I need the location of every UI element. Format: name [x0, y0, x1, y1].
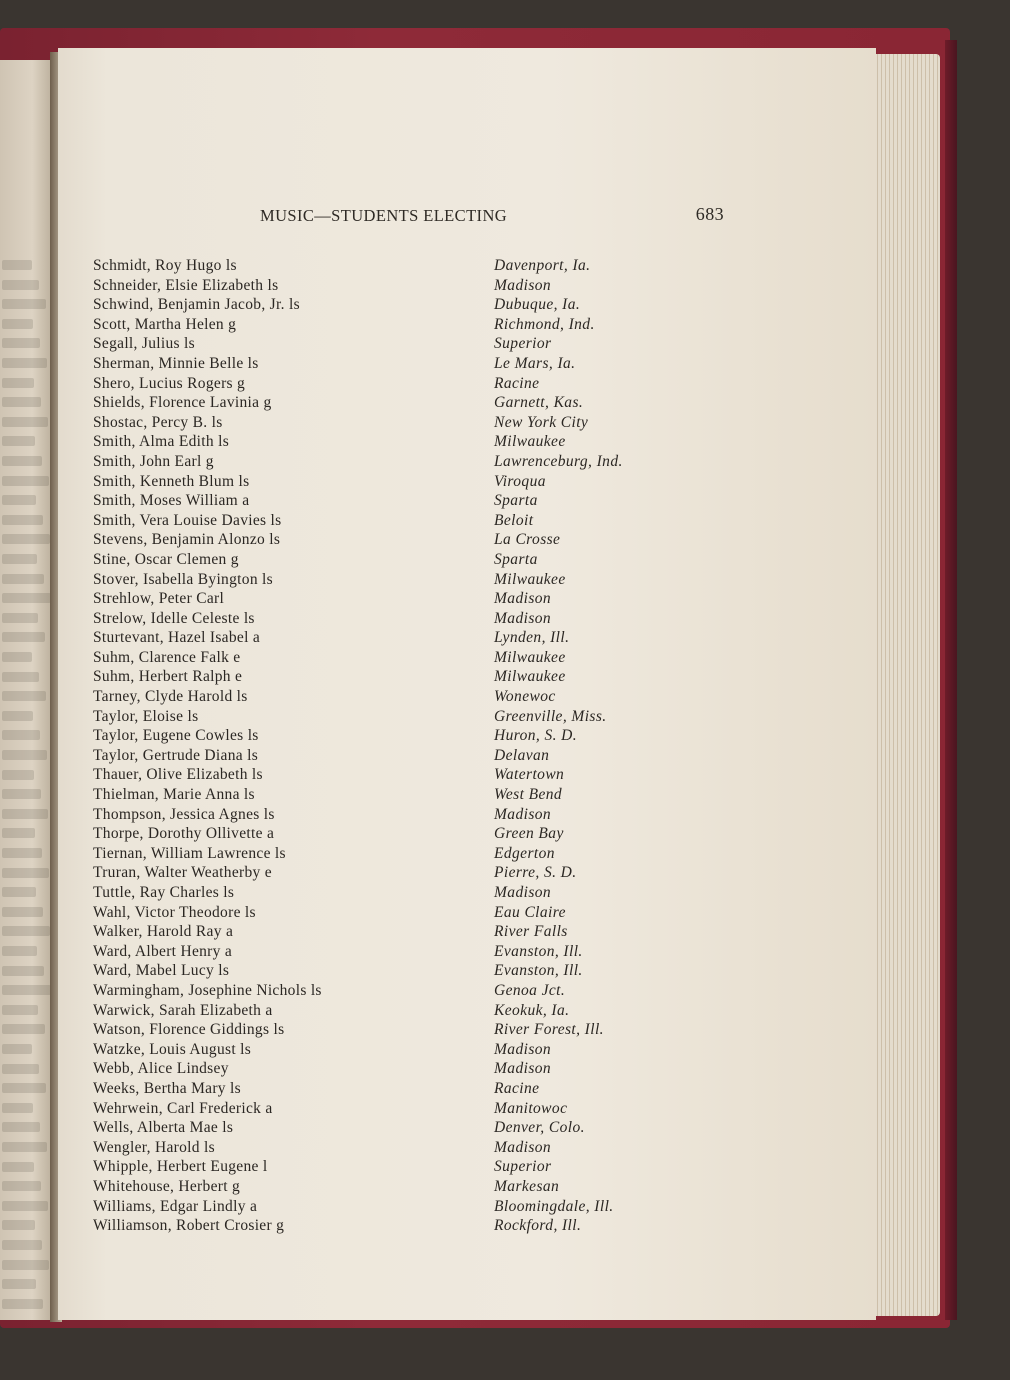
facing-page-text-trace [2, 554, 37, 564]
student-name: Warmingham, Josephine Nichols ls [93, 981, 322, 999]
list-item [93, 1197, 713, 1217]
student-name: Segall, Julius ls [93, 335, 195, 353]
student-hometown: Markesan [494, 1177, 560, 1195]
facing-page-text-trace [2, 946, 37, 956]
list-item [93, 824, 713, 844]
student-name: Schneider, Elsie Elizabeth ls [93, 276, 279, 294]
student-hometown: Eau Claire [494, 903, 566, 921]
student-name: Watzke, Louis August ls [93, 1040, 252, 1058]
list-item [93, 334, 713, 354]
student-name: Taylor, Eloise ls [93, 707, 199, 725]
student-list [93, 256, 713, 1236]
list-item [93, 276, 713, 296]
student-hometown: Richmond, Ind. [494, 315, 595, 333]
student-hometown: Bloomingdale, Ill. [494, 1197, 614, 1215]
student-hometown: Pierre, S. D. [494, 864, 577, 882]
student-name: Scott, Martha Helen g [93, 315, 237, 333]
list-item [93, 844, 713, 864]
list-item [93, 1216, 713, 1236]
running-title: MUSIC—STUDENTS ELECTING [260, 206, 508, 225]
facing-page-text-trace [2, 1024, 45, 1034]
list-item [93, 589, 713, 609]
facing-page-text-trace [2, 672, 39, 682]
student-hometown: Evanston, Ill. [494, 942, 583, 960]
facing-page-text-trace [2, 750, 47, 760]
facing-page-text-trace [2, 534, 50, 544]
list-item [93, 315, 713, 335]
student-hometown: Lawrenceburg, Ind. [494, 452, 623, 470]
student-hometown: Denver, Colo. [494, 1119, 585, 1137]
student-name: Whitehouse, Herbert g [93, 1177, 241, 1195]
list-item [93, 961, 713, 981]
list-item [93, 648, 713, 668]
student-name: Thorpe, Dorothy Ollivette a [93, 825, 275, 843]
facing-page-text-trace [2, 828, 35, 838]
facing-page-text-trace [2, 436, 35, 446]
list-item [93, 354, 713, 374]
facing-page-text-trace [2, 1005, 38, 1015]
list-item [93, 530, 713, 550]
student-hometown: Davenport, Ia. [494, 257, 591, 274]
list-item [93, 1157, 713, 1177]
student-hometown: Milwaukee [494, 668, 566, 686]
student-hometown: Madison [494, 609, 552, 627]
list-item [93, 452, 713, 472]
facing-page-text-trace [2, 260, 32, 270]
student-name: Truran, Walter Weatherby e [93, 864, 272, 882]
facing-page-edge [0, 60, 54, 1320]
list-item [93, 432, 713, 452]
facing-page-text-trace [2, 476, 49, 486]
facing-page-text-trace [2, 770, 34, 780]
student-name: Ward, Mabel Lucy ls [93, 962, 230, 980]
student-hometown: Rockford, Ill. [494, 1217, 582, 1235]
student-hometown: Sparta [494, 492, 538, 510]
student-hometown: Madison [494, 884, 552, 901]
student-name: Sturtevant, Hazel Isabel a [93, 629, 261, 647]
student-name: Thauer, Olive Elizabeth ls [93, 766, 263, 784]
page-header [252, 206, 724, 230]
student-hometown: Greenville, Miss. [494, 707, 607, 725]
list-item [93, 1020, 713, 1040]
facing-page-text-trace [2, 926, 50, 936]
facing-page-text-trace [2, 1299, 43, 1309]
student-hometown: Madison [494, 1040, 552, 1058]
list-item [93, 981, 713, 1001]
facing-page-text-trace [2, 985, 51, 995]
student-hometown: Edgerton [494, 844, 555, 862]
student-name: Suhm, Clarence Falk e [93, 648, 241, 666]
list-item [93, 1177, 713, 1197]
student-name: Ward, Albert Henry a [93, 942, 233, 960]
list-item [93, 922, 713, 942]
list-item [93, 785, 713, 805]
facing-page-text-trace [2, 456, 42, 466]
student-hometown: Madison [494, 276, 552, 294]
facing-page-text-trace [2, 1142, 47, 1152]
student-hometown: New York City [494, 413, 589, 431]
student-name: Smith, Alma Edith ls [93, 433, 230, 451]
facing-page-text-trace [2, 574, 44, 584]
student-name: Watson, Florence Giddings ls [93, 1021, 285, 1039]
student-hometown: Milwaukee [494, 433, 566, 451]
list-item [93, 765, 713, 785]
student-hometown: Dubuque, Ia. [494, 296, 581, 314]
student-name: Strelow, Idelle Celeste ls [93, 609, 255, 627]
facing-page-text-trace [2, 1201, 48, 1211]
student-hometown: River Falls [494, 923, 568, 941]
facing-page-text-trace [2, 280, 39, 290]
student-name: Wells, Alberta Mae ls [93, 1119, 234, 1137]
list-item [93, 295, 713, 315]
student-name: Williams, Edgar Lindly a [93, 1197, 258, 1215]
list-item [93, 1059, 713, 1079]
facing-page-text-trace [2, 652, 32, 662]
student-name: Shostac, Percy B. ls [93, 413, 223, 431]
list-item [93, 726, 713, 746]
student-name: Stevens, Benjamin Alonzo ls [93, 531, 281, 549]
facing-page-text-trace [2, 1103, 33, 1113]
student-hometown: Evanston, Ill. [494, 962, 583, 980]
list-item [93, 1118, 713, 1138]
facing-page-text-trace [2, 730, 40, 740]
student-hometown: Genoa Jct. [494, 981, 566, 999]
student-hometown: Delavan [494, 746, 550, 764]
facing-page-text-trace [2, 966, 44, 976]
student-hometown: La Crosse [494, 531, 561, 549]
student-hometown: Huron, S. D. [494, 727, 578, 745]
facing-page-text-trace [2, 515, 43, 525]
list-item [93, 550, 713, 570]
facing-page-text-trace [2, 417, 48, 427]
facing-page-text-trace [2, 809, 48, 819]
list-item [93, 628, 713, 648]
facing-page-text-trace [2, 1064, 39, 1074]
list-item [93, 609, 713, 629]
facing-page-text-trace [2, 789, 41, 799]
facing-page-text-trace [2, 613, 38, 623]
student-hometown: Madison [494, 1138, 552, 1156]
student-name: Wahl, Victor Theodore ls [93, 903, 256, 921]
list-item [93, 805, 713, 825]
student-name: Tiernan, William Lawrence ls [93, 844, 286, 862]
facing-page-text-trace [2, 1220, 35, 1230]
facing-page-text-trace [2, 397, 41, 407]
student-hometown: Lynden, Ill. [494, 629, 570, 647]
student-hometown: Sparta [494, 550, 538, 568]
facing-page-text-trace [2, 299, 46, 309]
student-name: Weeks, Bertha Mary ls [93, 1079, 241, 1097]
student-hometown: Madison [494, 1060, 552, 1078]
student-name: Smith, John Earl g [93, 452, 214, 470]
list-item [93, 413, 713, 433]
list-item [93, 942, 713, 962]
student-hometown: Le Mars, Ia. [494, 354, 576, 372]
student-name: Smith, Kenneth Blum ls [93, 472, 250, 490]
student-hometown: Milwaukee [494, 648, 566, 666]
list-item [93, 1099, 713, 1119]
student-name: Shero, Lucius Rogers g [93, 374, 246, 392]
student-hometown: Superior [494, 335, 552, 353]
facing-page-text-trace [2, 1122, 40, 1132]
student-name: Strehlow, Peter Carl [93, 590, 225, 608]
student-name: Whipple, Herbert Eugene l [93, 1158, 268, 1176]
student-hometown: Green Bay [494, 825, 564, 843]
list-item [93, 687, 713, 707]
list-item [93, 1001, 713, 1021]
facing-page-text-trace [2, 1044, 32, 1054]
facing-page-text-trace [2, 378, 34, 388]
student-name: Tuttle, Ray Charles ls [93, 884, 235, 901]
list-item [93, 491, 713, 511]
student-name: Shields, Florence Lavinia g [93, 394, 272, 412]
facing-page-text-trace [2, 711, 33, 721]
student-hometown: Racine [494, 374, 540, 392]
list-item [93, 1079, 713, 1099]
student-hometown: Milwaukee [494, 570, 566, 588]
student-hometown: Superior [494, 1158, 552, 1176]
facing-page-text-trace [2, 887, 36, 897]
student-hometown: Keokuk, Ia. [494, 1001, 570, 1019]
student-name: Walker, Harold Ray a [93, 923, 234, 941]
facing-page-text-trace [2, 1181, 41, 1191]
facing-page-text-trace [2, 632, 45, 642]
facing-page-text-trace [2, 593, 51, 603]
student-hometown: West Bend [494, 786, 563, 804]
list-item [93, 707, 713, 727]
list-item [93, 883, 713, 903]
facing-page-text-trace [2, 848, 42, 858]
student-name: Thielman, Marie Anna ls [93, 786, 255, 804]
page-number: 683 [695, 204, 724, 224]
student-name: Thompson, Jessica Agnes ls [93, 805, 275, 823]
student-name: Schmidt, Roy Hugo ls [93, 257, 237, 274]
student-name: Stover, Isabella Byington ls [93, 570, 273, 588]
facing-page-text-trace [2, 691, 46, 701]
student-hometown: Racine [494, 1079, 540, 1097]
student-name: Tarney, Clyde Harold ls [93, 688, 248, 706]
facing-page-text-trace [2, 495, 36, 505]
student-hometown: Madison [494, 805, 552, 823]
student-name: Webb, Alice Lindsey [93, 1060, 229, 1078]
student-name: Wengler, Harold ls [93, 1138, 215, 1156]
list-item [93, 472, 713, 492]
student-name: Stine, Oscar Clemen g [93, 550, 239, 568]
student-hometown: Viroqua [494, 472, 546, 490]
list-item [93, 903, 713, 923]
student-hometown: Garnett, Kas. [494, 394, 584, 412]
facing-page-text-trace [2, 1260, 49, 1270]
student-name: Smith, Vera Louise Davies ls [93, 511, 282, 529]
student-hometown: Watertown [494, 766, 565, 784]
student-hometown: River Forest, Ill. [494, 1021, 604, 1039]
student-name: Suhm, Herbert Ralph e [93, 668, 243, 686]
list-item [93, 1138, 713, 1158]
student-name: Sherman, Minnie Belle ls [93, 354, 259, 372]
book-cover-edge [945, 40, 957, 1320]
student-name: Warwick, Sarah Elizabeth a [93, 1001, 273, 1019]
facing-page-text-trace [2, 1083, 46, 1093]
list-item [93, 374, 713, 394]
list-item [93, 393, 713, 413]
student-name: Williamson, Robert Crosier g [93, 1217, 285, 1235]
student-name: Wehrwein, Carl Frederick a [93, 1099, 273, 1117]
student-hometown: Madison [494, 590, 552, 608]
student-hometown: Wonewoc [494, 688, 556, 706]
facing-page-text-trace [2, 1162, 34, 1172]
student-name: Smith, Moses William a [93, 492, 250, 510]
facing-page-text-trace [2, 907, 43, 917]
list-item [93, 511, 713, 531]
facing-page-text-trace [2, 319, 33, 329]
student-name: Taylor, Gertrude Diana ls [93, 746, 259, 764]
facing-page-text-trace [2, 1240, 42, 1250]
facing-page-text-trace [2, 868, 49, 878]
facing-page-text-trace [2, 1279, 36, 1289]
student-name: Schwind, Benjamin Jacob, Jr. ls [93, 296, 300, 314]
facing-page-text-trace [2, 358, 47, 368]
student-name: Taylor, Eugene Cowles ls [93, 727, 259, 745]
list-item [93, 1040, 713, 1060]
list-item [93, 570, 713, 590]
list-item [93, 863, 713, 883]
student-hometown: Manitowoc [494, 1099, 568, 1117]
list-item [93, 746, 713, 766]
page-stack-edge [870, 54, 940, 1316]
student-hometown: Beloit [494, 511, 534, 529]
facing-page-text-trace [2, 338, 40, 348]
list-item [93, 256, 713, 276]
list-item [93, 667, 713, 687]
